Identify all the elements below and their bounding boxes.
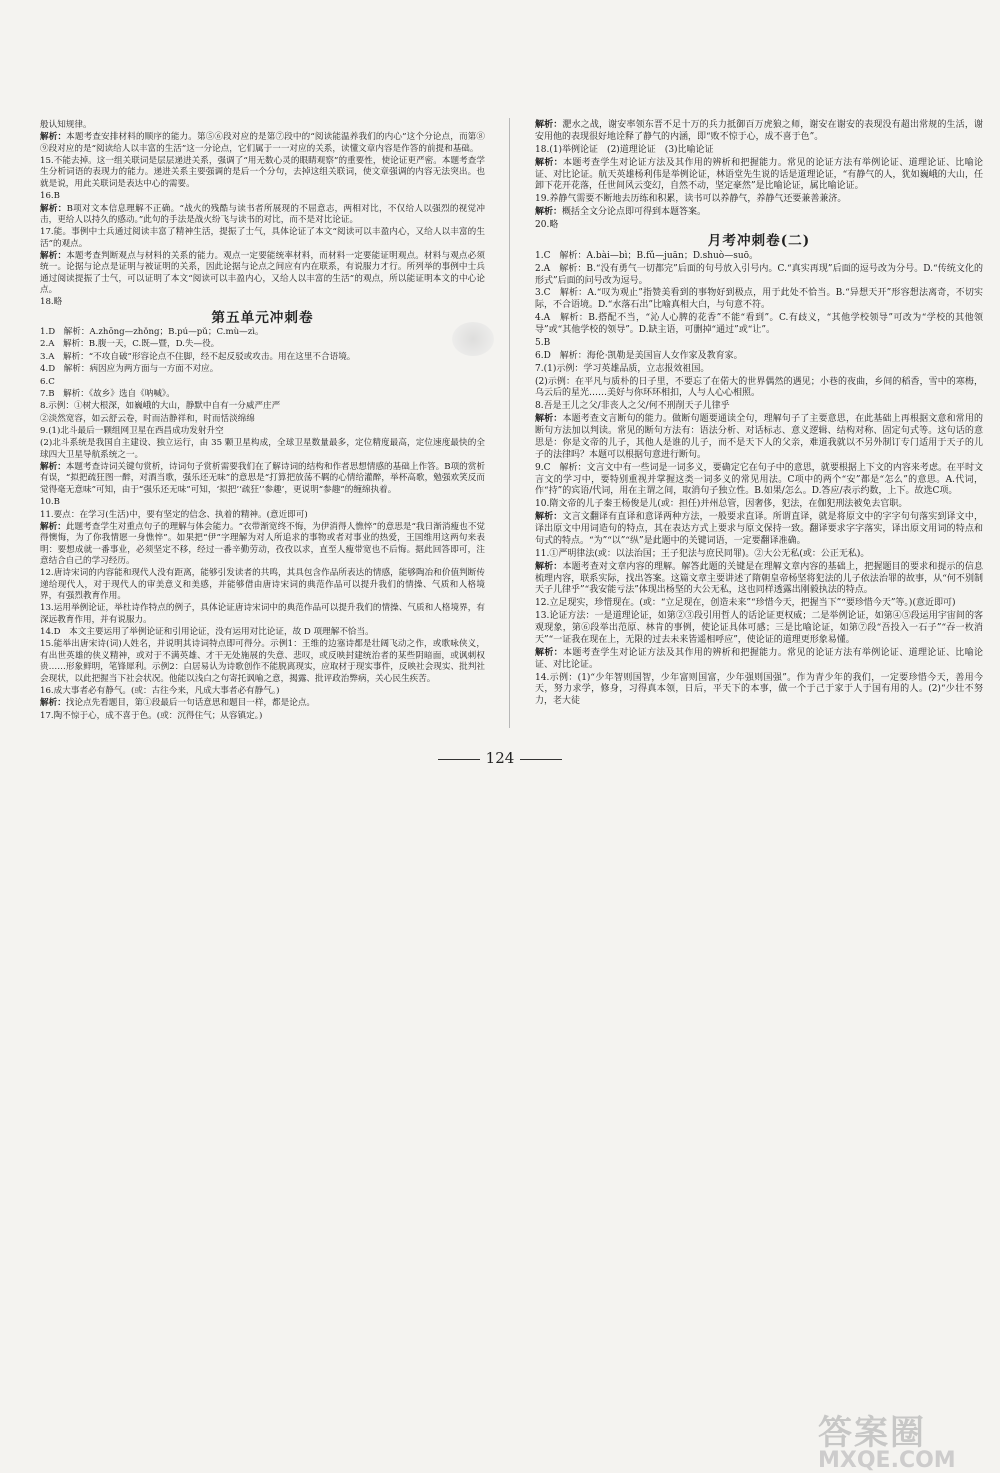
answer-text: 2.A 解析：B.腹一天，C.既—暨，D.失—役。 — [40, 339, 220, 350]
analysis-label: 解析： — [40, 521, 66, 532]
answer-paragraph — [535, 401, 983, 413]
answer-text: 3.A 解析：“不攻自破”形容论点不住脚，经不起反驳或攻击。用在这里不合语境。 — [40, 351, 356, 362]
answer-text: 此题考查学生对重点句子的理解与体会能力。“衣带渐宽终不悔，为伊消得人憔悴”的意思是“我日渐消瘦也不觉得懊悔，为了你我情愿一身憔悴”。如果把“伊”字理解为对人所追求的事物或者对事业的热爱，王国维用这两句来表明：要想成就一番事业，必须坚定不移，经过一番辛勤劳动，孜孜以求，直至人瘦带宽也不后悔。据此回答即可，注意结合自己的学习经历。 — [40, 521, 485, 566]
ink-stamp-mark — [452, 322, 494, 356]
answer-paragraph — [535, 549, 983, 561]
answer-paragraph — [535, 120, 983, 144]
answer-text: 17.陶不惊于心，成不喜于色。(或：沉得住气；从容镇定。) — [40, 710, 263, 721]
answer-text: 本题考查安排材料的顺序的能力。第⑤⑥段对应的是第⑦段中的“阅读能温养我们的内心”这个分论点，而第⑧⑨段对应的是“阅读给人以丰富的生活”这一分论点，它们属于一一对应的关系，读懂文章内容是作答的前提和基础。 — [40, 132, 485, 154]
page-number-text: 124 — [485, 749, 515, 767]
answer-text: 1.D 解析：A.zhōng—zhǒng；B.pú—pǔ；C.mù—zì。 — [40, 327, 264, 338]
analysis-label: 解析： — [40, 203, 67, 214]
answer-text: 5.B — [535, 337, 551, 348]
answer-paragraph — [40, 251, 485, 296]
answer-paragraph — [535, 463, 983, 499]
answer-paragraph — [535, 499, 983, 511]
answer-paragraph — [40, 191, 485, 202]
answer-text: 13.运用举例论证，举杜诗作特点的例子，具体论证唐诗宋词中的典范作品可以提升我们的情操、气质和人格境界，有深远教育作用，并有说服力。 — [40, 603, 485, 625]
section-heading: 月考冲刺卷(二) — [707, 232, 811, 249]
answer-paragraph — [40, 364, 485, 375]
analysis-label: 解析： — [535, 157, 564, 168]
watermark-url: MXQE.COM — [818, 1448, 956, 1473]
answer-paragraph — [40, 522, 485, 567]
answer-text: B项对文本信息理解不正确。“战火的残酷与读书者所展现的不屈意志，两相对比，不仅给人以强烈的视觉冲击，更给人以持久的感动。”此句的手法是战火纷飞与读书的对比，而不是对比论证。 — [40, 203, 485, 225]
answer-paragraph — [535, 364, 983, 376]
answer-text: 7.(1)示例：学习英雄品质，立志报效祖国。 — [535, 363, 710, 374]
answer-text: 6.C — [40, 376, 55, 387]
column-divider — [509, 118, 510, 728]
answer-paragraph — [535, 673, 983, 709]
answer-paragraph — [535, 264, 983, 288]
answer-paragraph — [40, 686, 485, 697]
analysis-label: 解析： — [40, 462, 66, 473]
answer-paragraph — [535, 288, 983, 312]
answer-paragraph — [40, 204, 485, 227]
page-number-rule-right — [520, 759, 562, 760]
answer-paragraph — [40, 426, 485, 437]
answer-text: 10.B — [40, 497, 60, 508]
answer-paragraph — [40, 497, 485, 508]
answer-paragraph — [535, 338, 983, 350]
page-number-rule-left — [438, 759, 480, 760]
answer-paragraph — [40, 339, 485, 350]
answer-text: 17.能。事例中士兵通过阅读丰富了精神生活，提振了士气，具体论证了本文“阅读可以丰盈内心，又给人以丰富的生活”的观点。 — [40, 227, 485, 249]
answer-paragraph — [535, 145, 983, 157]
answer-paragraph — [535, 512, 983, 548]
answer-paragraph — [40, 627, 485, 638]
answer-paragraph — [535, 207, 983, 219]
answer-paragraph — [40, 603, 485, 626]
answer-text: 本题考查学生对论证方法及其作用的辨析和把握能力。常见的论证方法有举例论证、道理论证、比喻论证、对比论证。 — [535, 647, 983, 670]
answer-text: 3.C 解析：A.“叹为观止”指赞美看到的事物好到极点，用于此处不恰当。B.“异想天开”形容想法离奇，不切实际，不合语境。D.“水落石出”比喻真相大白，与句意不符。 — [535, 288, 983, 311]
answer-text: 9.C 解析：文言文中有一些词是一词多义，要确定它在句子中的意思，就要根据上下文的内容来考虑。在平时文言文的学习中，要特别重视并掌握这类一词多义的常见用法。C项中的两个“安”都是“怎么”的意思。A.代词，作“持”的宾语/代词，用在主谓之间，取消句子独立性。B.如果/怎么。D.答应/表示约数，上下。故选C项。 — [535, 462, 983, 497]
answer-paragraph — [40, 401, 485, 412]
answer-text: 2.A 解析：B.“没有勇气一切都完”后面的句号放入引号内。C.“真实再现”后面的逗号改为分号。D.“传统文化的形式”后面的问号改为逗号。 — [535, 263, 983, 286]
answer-paragraph — [535, 648, 983, 672]
answer-text: 般认知规律。 — [40, 120, 92, 130]
answer-text: 19.养静气需要不断地去历练和积累，读书可以养静气，养静气还要兼善兼济。 — [535, 194, 847, 205]
answer-text: (2)北斗系统是我国自主建设、独立运行，由 35 颗卫星构成，全球卫星数量最多，定位精度最高，定位速度最快的全球四大卫星导航系统之一。 — [40, 438, 485, 460]
answer-paragraph — [535, 194, 983, 206]
answer-paragraph — [40, 639, 485, 684]
answer-paragraph — [535, 414, 983, 462]
answer-text: 15.能举出唐宋诗(词)人姓名，并说明其诗词特点即可得分。示例1：王维的边塞诗都是壮阔飞动之作，或歌咏侠义，有出世英雄的侠义精神，或对于不满英雄、才干无处施展的失意、悲叹，或反映封建统治者的某些阴暗面，或讽刺权贵……形象鲜明，笔锋犀利。示例2：白居易认为诗歌创作不能脱离现实，应取材于现实事件，反映社会现实、批判社会现状，以此把握当下社会状况。他能以浅白之句寄托讽喻之意，揭露、批评政治弊病，关心民生疾苦。 — [40, 639, 485, 684]
answer-paragraph — [535, 562, 983, 598]
analysis-label: 解析： — [40, 250, 67, 261]
answer-paragraph — [40, 227, 485, 250]
answer-text: 18.(1)举例论证 (2)道理论证 (3)比喻论证 — [535, 144, 714, 155]
answer-text: 本题考查判断观点与材料的关系的能力。观点一定要能统率材料，而材料一定要能证明观点。材料与观点必须统一。论据与论点是证明与被证明的关系，因此论据与论点之间应有内在联系，有说服力才行。所列举的事例中士兵通过阅读提振了士气，可以证明了本文“阅读可以丰盈内心，又给人以丰富的生活”的观点，所以能证明本文的中心论点。 — [40, 250, 485, 296]
answer-text: 本题考查学生对论证方法及其作用的辨析和把握能力。常见的论证方法有举例论证、道理论证、比喻论证、对比论证。航天英雄杨利伟是举例论证，林语堂先生说的话是道理论证，“有静气的人，犹如巍峨的大山，任卸下花开花落，任世间风云变幻，自然不动，坚定豪然”是比喻论证，属比喻论证。 — [535, 157, 983, 192]
answer-text: ②淡然宽容，如云舒云卷，时而洁静祥和，时而恬淡绵绵 — [40, 413, 255, 424]
analysis-label: 解析： — [535, 207, 563, 218]
answer-paragraph — [535, 158, 983, 194]
answer-paragraph — [535, 220, 983, 232]
watermark-logo: 答案圈 — [818, 1413, 926, 1453]
answer-paragraph — [40, 389, 485, 400]
answer-text: 本题考查对文章内容的理解。解答此题的关键是在理解文章内容的基础上，把握题目的要求和提示的信息梳理内容，联系实际，找出答案。这篇文章主要讲述了隋朝皇帝杨坚将犯法的儿子依法治罪的故事，从“何不别制天子儿律乎”“我安能亏法”体现出杨坚的大公无私，这也同样透露出刚毅执法的特点。 — [535, 561, 983, 596]
answer-text: 7.B 解析：《故乡》选自《呐喊》。 — [40, 388, 175, 399]
analysis-label: 解析： — [535, 512, 563, 523]
answer-paragraph — [40, 352, 485, 363]
answer-paragraph — [40, 377, 485, 388]
answer-text: 13.论证方法：一是道理论证，如第②③段引用哲人的话论证更权威；二是举例论证，如第④⑤段运用宇宙间的客观现象，第⑥段举出范原、林肯的事例，使论证具体可感；三是比喻论证，如第⑦段“吾投入一石子”“吞一枚消天”“一证我在现在上，无限的过去未来皆遥相呼应”，使论证的道理更形象易懂。 — [535, 611, 983, 645]
watermark — [818, 1405, 988, 1473]
answer-text: (2)示例：在平凡与质朴的日子里，不要忘了在偌大的世界偶然的遇见；小巷的夜曲，乡间的稻香，雪中的寒梅，乌云后的星光……美好与你环环相扣，人与人心心相照。 — [535, 376, 983, 399]
answer-paragraph — [40, 297, 485, 308]
answer-text: 本题考查文言断句的能力。做断句题要通读全句，理解句子了主要意思，在此基础上再根据文意和常用的断句方法加以判读。常见的断句方法有：语法分析、对话标志、意义逻辑、结构对称、固定句式等。这句话的意思是：你是文帝的儿子，其他人是谁的儿子，而不是天下人的父亲，难道我就以不另外制订专门适用于天子的儿子的法律吗？本题可以根据句意进行断句。 — [535, 414, 983, 460]
answer-paragraph — [535, 351, 983, 363]
answer-text: 9.(1)北斗最后一颗组网卫星在西昌成功发射升空 — [40, 425, 224, 436]
answer-text: 12.唐诗宋词的内容能和现代人没有距离，能够引发读者的共鸣，其具包含作品所表达的情感，能够陶冶和价值判断传递给现代人，对于现代人的审美意义和美感，并能够借由唐诗宋词的典范作品可以提升我们的情操、气质和人格境界，有强烈教育作用。 — [40, 568, 485, 602]
answer-text: 11.要点：在学习(生活)中，要有坚定的信念、执着的精神。(意近即可) — [40, 509, 308, 520]
answer-paragraph — [535, 377, 983, 401]
answer-text: 15.不能去掉。这一组关联词是层层递进关系，强调了“用无数心灵的眼睛观察”的重要性，使论证更严密。本题考查学生分析词语的表现力的能力。递进关系主要强调的是后一个分句，去掉这组关联词，使文章强调的内容无法突出。也就是说，用此关联词是表达中心的需要。 — [40, 156, 485, 189]
answer-text: 8.示例：①树大根深，如巍峨的大山，静默中自有一分威严庄严 — [40, 401, 281, 412]
answer-text: 找论点先看题目，第①段最后一句话意思和题目一样，都是论点。 — [65, 698, 316, 709]
answer-text: 1.C 解析：A.bài—bì；B.fǔ—juān；D.shuò—suō。 — [535, 250, 759, 261]
answer-text: 4.A 解析：B.搭配不当，“沁人心脾的花香”不能“看到”。C.有歧义，“其他学校领导”可改为“学校的其他领导”或“其他学校的领导”。D.缺主语，可删掉“通过”或“让”。 — [535, 313, 983, 335]
answer-paragraph — [40, 327, 485, 338]
answer-text: 6.D 解析：海伦·凯勒是美国盲人女作家及教育家。 — [535, 350, 743, 361]
answer-text: 16.B — [40, 191, 69, 202]
answer-paragraph — [40, 438, 485, 461]
answer-text: 11.①严明律法(或：以法治国；王子犯法与庶民同罪)。②大公无私(或：公正无私)。 — [535, 548, 870, 559]
answer-text: 14.D 本文主要运用了举例论证和引用论证，没有运用对比论证，故 D 项理解不恰当。 — [40, 627, 374, 638]
answer-paragraph — [40, 462, 485, 496]
answer-text: 10.隋文帝的儿子秦王杨俊是儿(或：担任)并州总管，因奢侈，犯法，在伽犯刑法被免去官职。 — [535, 499, 908, 510]
analysis-label: 解析： — [535, 120, 563, 130]
answer-paragraph — [535, 598, 983, 610]
answer-text: 18.略 — [40, 297, 63, 308]
page-number — [0, 749, 1000, 767]
answer-text: 16.成大事者必有静气。(或：古往今来，凡成大事者必有静气。) — [40, 685, 280, 696]
answer-text: 20.略 — [535, 220, 559, 230]
analysis-label: 解析： — [535, 414, 563, 425]
answer-text: 淝水之战，谢安率领东晋不足十万的兵力抵御百万虎狼之师，谢安在谢安的表现没有超出常规的生活，谢安用他的表现很好地诠释了静气的内涵，即“败不惊于心，成不喜于色”。 — [535, 120, 983, 142]
answer-text: 14.示例：(1)“少年智则国智，少年富则国富，少年强则国强”。作为青少年的我们，一定要珍惜今天，善用今天，努力求学，修身，习得真本领，日后，平天下的本事，做一个于己于家于人于国有用的人。(2)“少壮不努力，老大徒 — [535, 672, 983, 707]
answer-paragraph — [40, 156, 485, 190]
answer-paragraph — [40, 510, 485, 521]
answer-text: 12.立足现实，珍惜现在。(或：“立足现在，创造未来”“珍惜今天，把握当下”“要珍惜今天”等。)(意近即可) — [535, 598, 956, 609]
analysis-label: 解析： — [535, 561, 563, 572]
answer-paragraph — [40, 414, 485, 425]
answer-text: 概括全文分论点即可得到本题答案。 — [562, 207, 707, 218]
analysis-label: 解析： — [535, 647, 564, 658]
answer-text: 8.吾是王儿之父/非丧人之父/何不刑削天子儿律乎 — [535, 401, 730, 412]
answer-paragraph — [40, 120, 485, 131]
right-column — [535, 120, 983, 709]
answer-paragraph — [535, 313, 983, 337]
answer-paragraph — [40, 568, 485, 602]
answer-text: 4.D 解析：病因应为两方面与一方面不对应。 — [40, 364, 219, 375]
analysis-label: 解析： — [40, 698, 66, 709]
answer-text: 本题考查诗词关键句赏析，诗词句子赏析需要我们在了解诗词的结构和作者思想情感的基础上作答。B项的赏析有误，“拟把疏狂图一醉，对酒当歌，强乐还无味”的意思是“打算把放荡不羁的心情给灌醉，举杯高歌，勉强欢笑反而觉得毫无意味”可知，由于“强乐还无味”可知，‘拟把’‘疏狂’‘参趣’，更说明“参趣”的缠绵执着。 — [40, 462, 485, 495]
section-heading: 第五单元冲刺卷 — [211, 309, 314, 326]
analysis-label: 解析： — [40, 132, 67, 143]
answer-paragraph — [535, 611, 983, 647]
answer-text: 文言文翻译有直译和意译两种方法，一般要求直译。所谓直译，就是将原文中的字字句句落实到译文中，译出原文中用词造句的特点，其在表达方式上要求与原文保持一致。翻译要求字字落实，译出原文用词的特点和句式的特点。“为”“以”“纵”是此题中的关键词语，一定要翻译准确。 — [535, 512, 983, 546]
answer-paragraph — [535, 251, 983, 263]
left-column — [40, 120, 485, 723]
answer-paragraph — [40, 132, 485, 155]
answer-paragraph — [40, 698, 485, 709]
answer-paragraph — [40, 711, 485, 722]
